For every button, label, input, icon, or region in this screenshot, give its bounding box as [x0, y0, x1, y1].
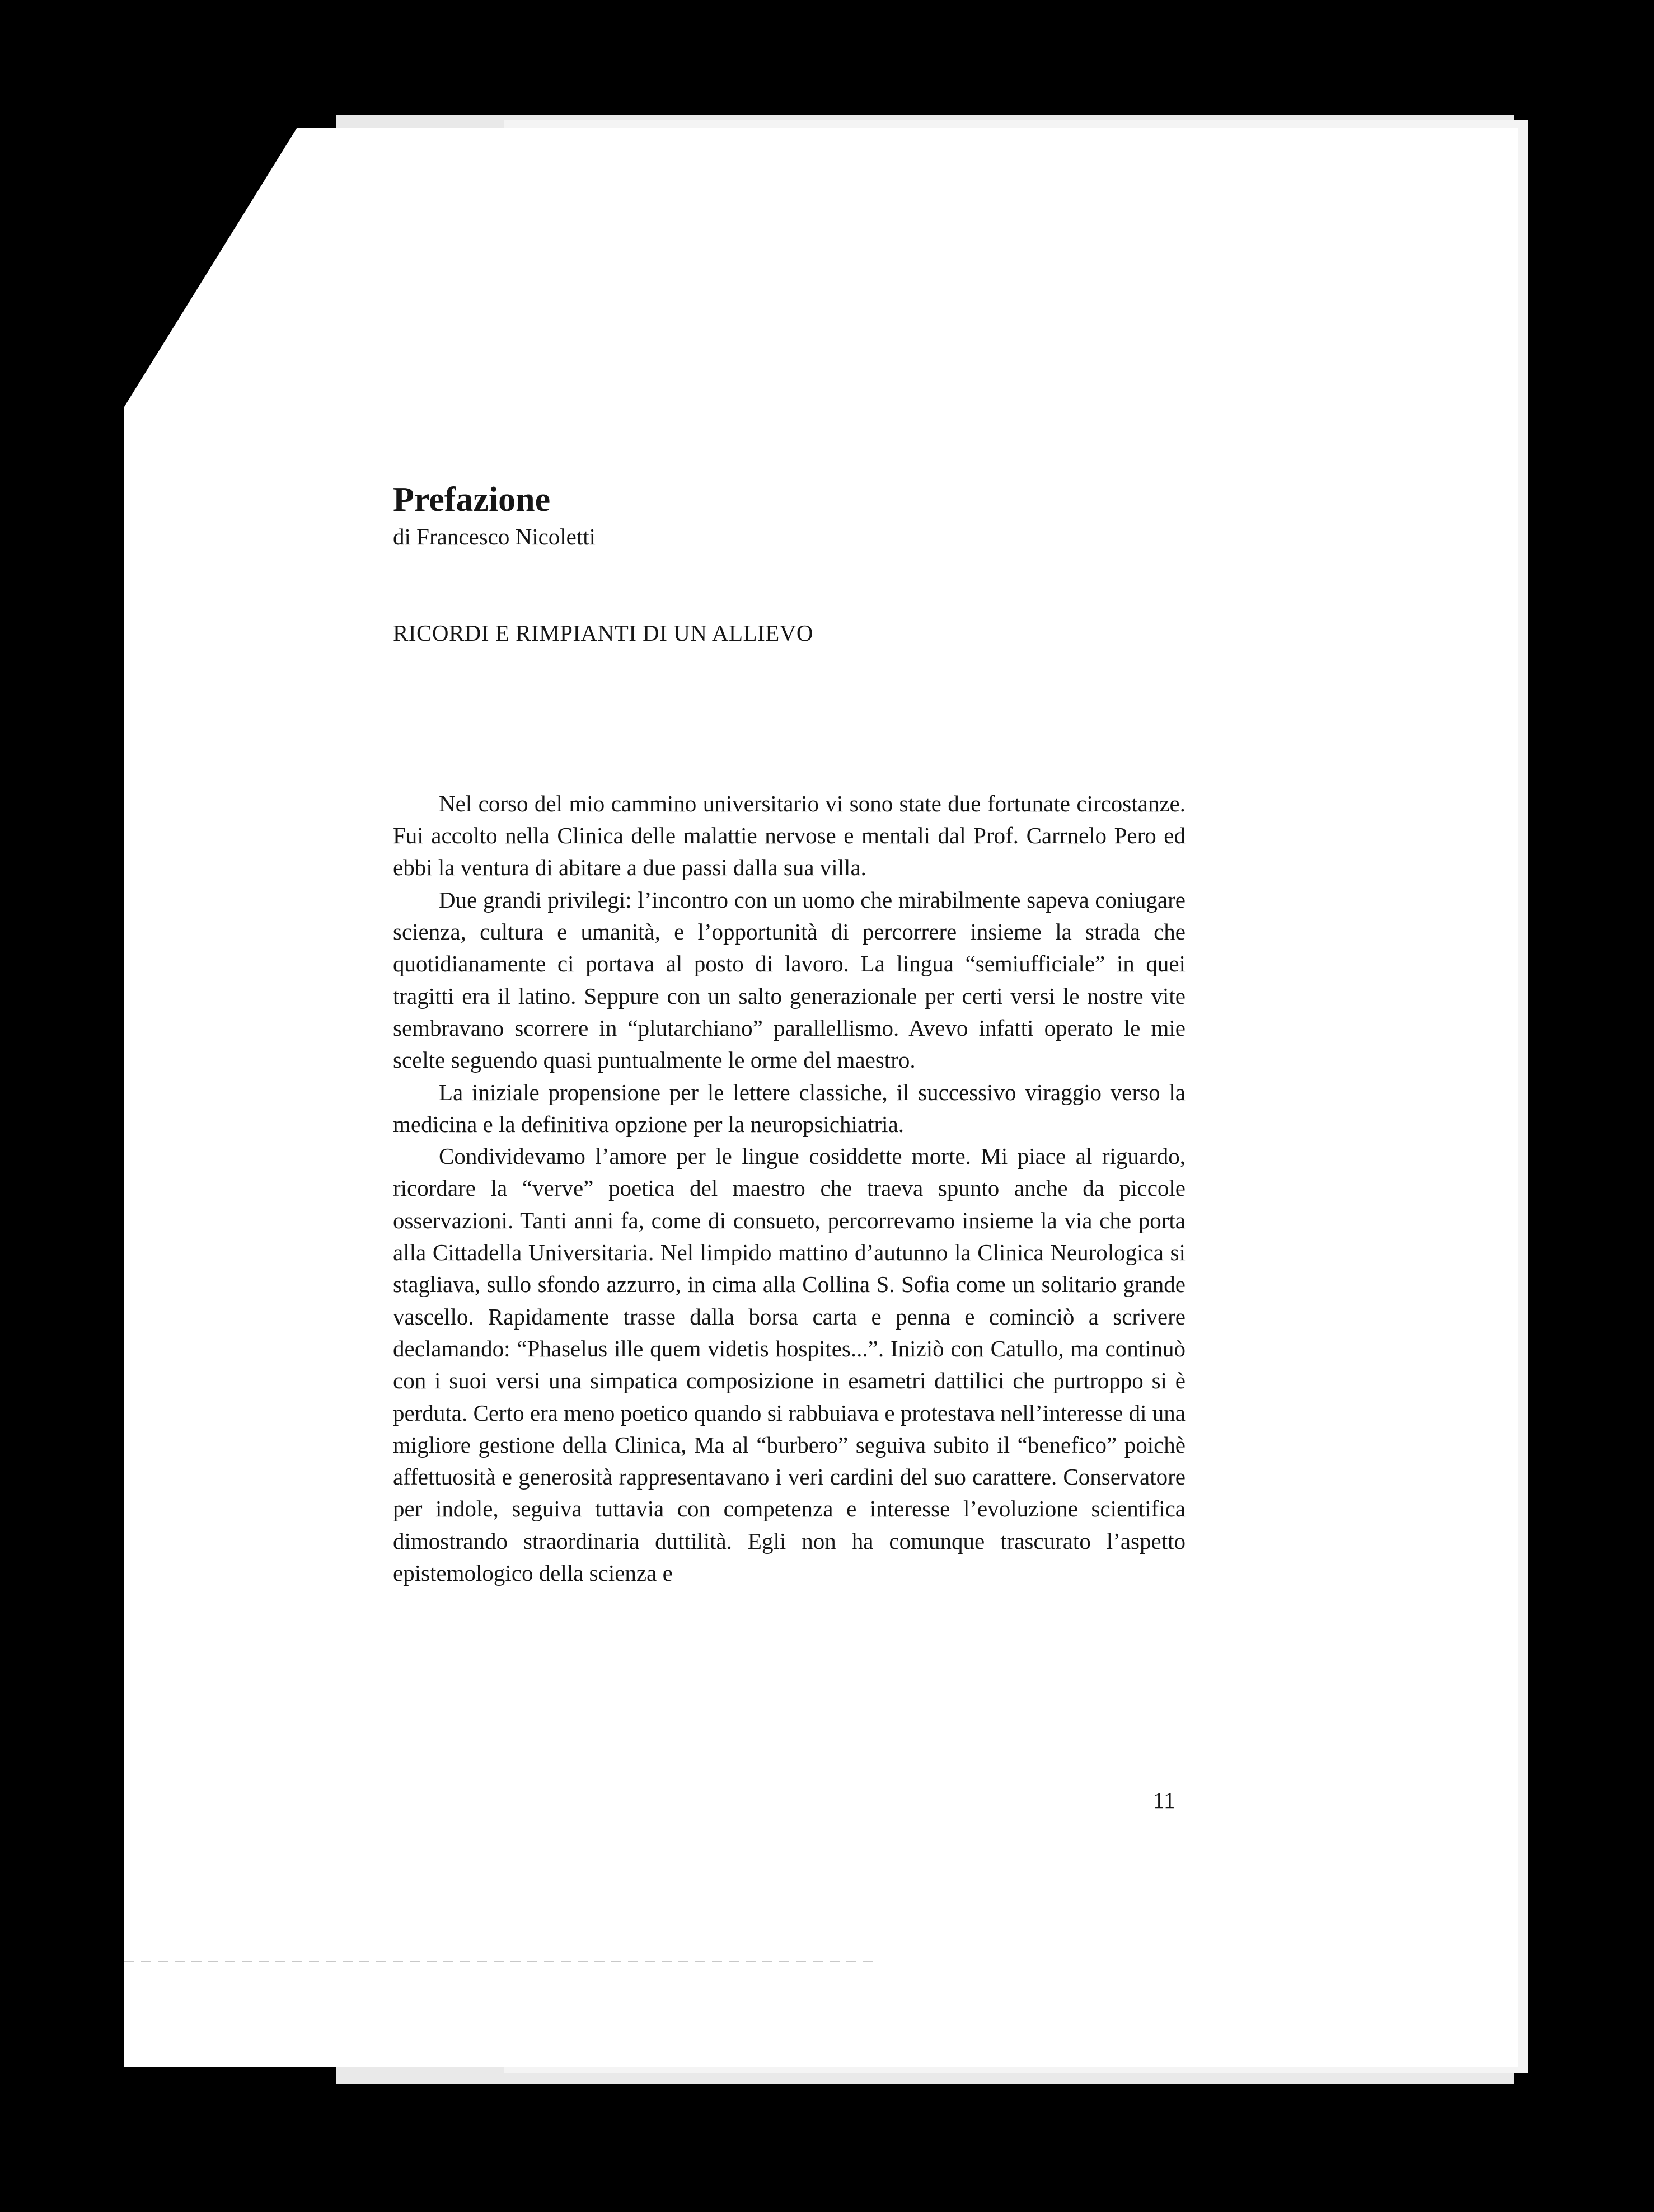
page-number: 11: [1153, 1787, 1175, 1813]
page-title: Prefazione: [393, 481, 551, 519]
paragraph-2: Due grandi privilegi: l’incontro con un uomo che mirabilmente sapeva coniugare scienza, cultura e umanità, e l’opportunità di percorrere insieme la strada che quotidianamente ci portava al posto di lavoro. La lingua “semiufficiale” in quei tragitti era il latino. Seppure con un salto generazionale per certi versi le nostre vite sembravano scorrere in “plutarchiano” parallellismo. Avevo infatti operato le mie scelte seguendo quasi puntualmente le orme del maestro.: [393, 886, 1186, 1073]
page-content: [393, 480, 1186, 1589]
paragraph-3: La iniziale propensione per le lettere classiche, il successivo viraggio verso la medicina e la definitiva opzione per la neuropsichiatria.: [393, 1079, 1186, 1137]
paragraph-1: Nel corso del mio cammino universitario vi sono state due fortunate circostanze. Fui accolto nella Clinica delle malattie nervose e mentali dal Prof. Carrnelo Pero ed ebbi la ventura di abitare a due passi dalla sua villa.: [393, 790, 1186, 881]
author-line: di Francesco Nicoletti: [393, 524, 596, 550]
scan-artifact-line: [124, 1961, 874, 1962]
section-heading: RICORDI E RIMPIANTI DI UN ALLIEVO: [393, 619, 814, 646]
body-text: [393, 788, 1186, 1589]
paragraph-4: Condividevamo l’amore per le lingue cosiddette morte. Mi piace al riguardo, ricordare la “verve” poetica del maestro che traeva spunto anche da piccole osservazioni. Tanti anni fa, come di consueto, percorrevamo insieme la via che porta alla Cittadella Universitaria. Nel limpido mattino d’autunno la Clinica Neurologica si stagliava, sullo sfondo azzurro, in cima alla Collina S. Sofia come un solitario grande vascello. Rapidamente trasse dalla borsa carta e penna e cominciò a scrivere declamando: “Phaselus ille quem videtis hospites...”. Iniziò con Catullo, ma continuò con i suoi versi una simpatica composizione in esametri dattilici che purtroppo si è perduta. Certo era meno poetico quando si rabbuiava e protestava nell’interesse di una migliore gestione della Clinica, Ma al “burbero” seguiva subito il “benefico” poichè affettuosità e generosità rappresentavano i veri cardini del suo carattere. Conservatore per indole, seguiva tuttavia con competenza e interesse l’evoluzione scientifica dimostrando straordinaria duttilità. Egli non ha comunque trascurato l’aspetto epistemologico della scienza e: [393, 1143, 1186, 1586]
